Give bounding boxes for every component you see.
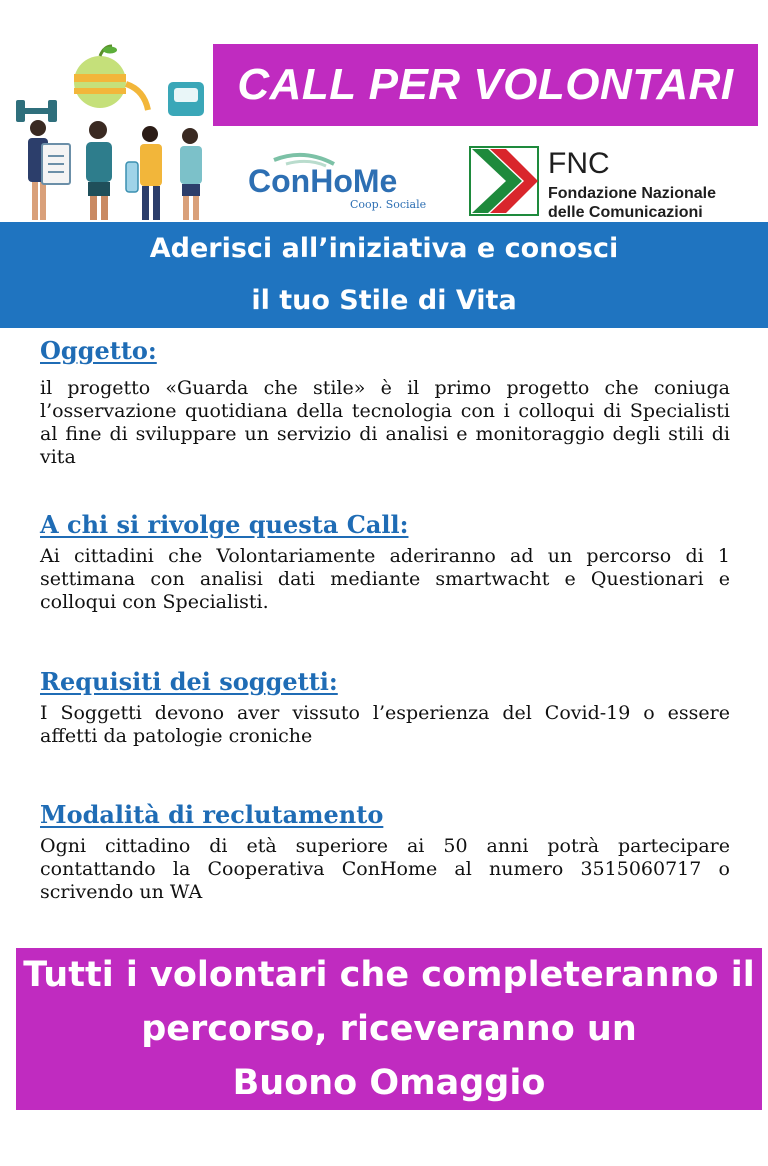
section-title-target: A chi si rivolge questa Call: [40, 510, 409, 539]
person-right [180, 128, 202, 220]
person-center [86, 121, 112, 220]
section-oggetto [40, 336, 730, 469]
tape-icon [126, 84, 148, 110]
fnc-chevrons-icon [470, 147, 538, 215]
person-clipboard [28, 120, 70, 220]
svg-text:Coop. Sociale: Coop. Sociale [350, 198, 427, 211]
svg-text:Fondazione Nazionale: Fondazione Nazionale [548, 185, 717, 202]
section-title-requisiti: Requisiti dei soggetti: [40, 667, 338, 696]
section-title-oggetto: Oggetto: [40, 336, 157, 365]
svg-text:ConHoMe: ConHoMe [248, 163, 398, 199]
reward-line-3: Buono Omaggio [232, 1063, 546, 1103]
section-text-modalita: Ogni cittadino di età superiore ai 50 anni potrà partecipare contattando la Cooperativa ConHome al numero 3515060717 o scrivendo un WA [40, 835, 730, 903]
scale-icon [168, 82, 204, 116]
call-banner [213, 44, 758, 126]
dumbbell-icon [16, 100, 57, 122]
section-modalita [40, 800, 730, 904]
conhome-logo [246, 150, 436, 216]
call-title: CALL PER VOLONTARI [237, 60, 734, 109]
reward-banner [16, 948, 762, 1110]
section-target [40, 510, 730, 614]
section-requisiti [40, 667, 730, 748]
svg-text:delle Comunicazioni: delle Comunicazioni [548, 204, 703, 221]
section-text-requisiti: I Soggetti devono aver vissuto l’esperienza del Covid-19 o essere affetti da patologie croniche [40, 702, 730, 747]
section-text-oggetto: il progetto «Guarda che stile» è il primo progetto che coniuga l’osservazione quotidiana della tecnologia con i colloqui di Specialisti al fine di sviluppare un servizio di analisi e monitoraggio degli stili di vita [40, 377, 730, 468]
fnc-logo [468, 143, 748, 223]
reward-line-1: Tutti i volontari che completeranno il [23, 955, 755, 995]
apple-icon [74, 46, 126, 108]
headline-line-2: il tuo Stile di Vita [251, 285, 517, 316]
headline-band [0, 222, 768, 328]
healthy-lifestyle-illustration [8, 44, 213, 226]
headline-line-1: Aderisci all’iniziativa e conosci [149, 233, 619, 264]
person-bottle [126, 126, 162, 220]
svg-text:FNC: FNC [548, 147, 610, 180]
reward-line-2: percorso, riceveranno un [141, 1009, 637, 1049]
section-text-target: Ai cittadini che Volontariamente aderiranno ad un percorso di 1 settimana con analisi dati mediante smartwacht e Questionari e colloqui con Specialisti. [40, 545, 730, 613]
section-title-modalita: Modalità di reclutamento [40, 800, 384, 829]
